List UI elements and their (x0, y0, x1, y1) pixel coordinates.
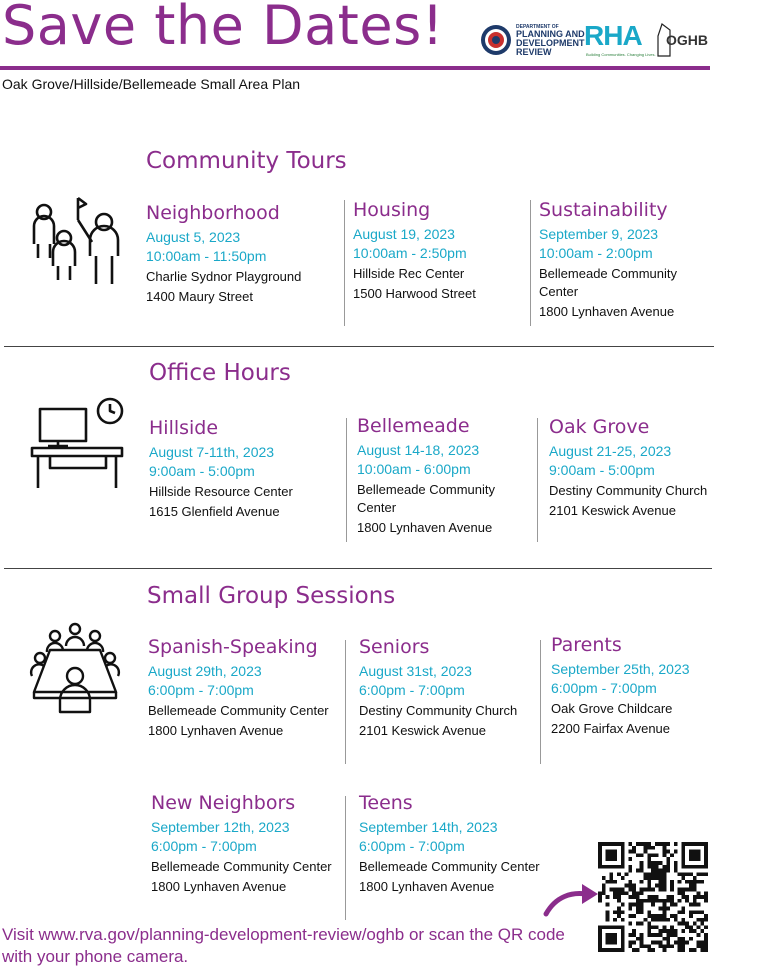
card-venue: Bellemeade Community Center (357, 482, 496, 515)
card-date: August 7-11th, 2023 (149, 444, 275, 460)
card-title: Oak Grove (549, 416, 650, 438)
card-time: 9:00am - 5:00pm (149, 463, 255, 479)
column-divider (346, 418, 347, 542)
card-venue: Bellemeade Community Center (359, 859, 540, 874)
card-time: 6:00pm - 7:00pm (359, 682, 465, 698)
card-address: 1800 Lynhaven Avenue (357, 520, 493, 535)
card-address: 1500 Harwood Street (353, 286, 476, 301)
column-divider (540, 640, 541, 764)
card-date: August 29th, 2023 (148, 663, 262, 679)
card-address: 1800 Lynhaven Avenue (148, 723, 284, 738)
qr-code-icon[interactable] (598, 842, 708, 952)
tour-card-neighborhood (146, 202, 301, 306)
office-card-bellemeade (357, 415, 527, 537)
column-divider (344, 200, 345, 326)
card-title: Housing (353, 199, 431, 221)
card-title: Hillside (149, 417, 219, 439)
card-date: August 5, 2023 (146, 229, 241, 245)
card-address: 1800 Lynhaven Avenue (359, 879, 495, 894)
card-title: Neighborhood (146, 202, 280, 224)
rha-logo-text: RHA (584, 20, 642, 51)
card-time: 10:00am - 2:00pm (539, 245, 653, 261)
section-title-sessions: Small Group Sessions (147, 583, 396, 609)
tour-card-housing (353, 199, 476, 303)
rha-logo (584, 20, 642, 52)
card-date: August 31st, 2023 (359, 663, 472, 679)
card-title: Seniors (359, 636, 430, 658)
section-title-tours: Community Tours (146, 148, 347, 174)
card-title: Bellemeade (357, 415, 470, 437)
card-date: September 9, 2023 (539, 226, 659, 242)
card-title: New Neighbors (151, 792, 296, 814)
column-divider (345, 796, 346, 920)
session-card-new-neighbors (151, 792, 332, 896)
card-title: Parents (551, 634, 622, 656)
card-time: 6:00pm - 7:00pm (151, 838, 257, 854)
page-title: Save the Dates! (2, 0, 444, 57)
pdr-line4: REVIEW (516, 47, 552, 57)
card-venue: Hillside Resource Center (149, 484, 293, 499)
card-time: 10:00am - 11:50pm (146, 248, 267, 264)
card-time: 6:00pm - 7:00pm (551, 680, 657, 696)
card-address: 2101 Keswick Avenue (359, 723, 486, 738)
card-date: September 14th, 2023 (359, 819, 498, 835)
session-card-parents (551, 634, 690, 738)
pdr-logo (480, 24, 512, 56)
curved-arrow-icon (542, 880, 600, 920)
session-card-seniors (359, 636, 517, 740)
card-date: September 25th, 2023 (551, 661, 690, 677)
card-venue: Charlie Sydnor Playground (146, 269, 302, 284)
card-address: 1800 Lynhaven Avenue (539, 304, 675, 319)
desk-clock-icon (30, 396, 126, 492)
city-seal-icon (480, 24, 512, 56)
tour-card-sustainability (539, 199, 699, 321)
card-venue: Bellemeade Community Center (151, 859, 332, 874)
section-divider (4, 346, 714, 347)
card-venue: Bellemeade Community Center (539, 266, 678, 299)
pdr-line2: PLANNING AND (516, 29, 585, 39)
card-address: 1800 Lynhaven Avenue (151, 879, 287, 894)
card-time: 9:00am - 5:00pm (549, 462, 655, 478)
oghb-logo-text: OGHB (666, 32, 708, 48)
header-divider (0, 66, 710, 70)
card-address: 2101 Keswick Avenue (549, 503, 676, 518)
card-address: 1400 Maury Street (146, 289, 253, 304)
card-venue: Destiny Community Church (549, 483, 708, 498)
card-date: August 14-18, 2023 (357, 442, 480, 458)
card-time: 10:00am - 2:50pm (353, 245, 467, 261)
pdr-line1: DEPARTMENT OF (516, 24, 559, 30)
rha-tagline: Building Communities. Changing Lives. (586, 52, 656, 57)
card-date: August 19, 2023 (353, 226, 455, 242)
card-title: Teens (359, 792, 413, 814)
section-divider (4, 568, 712, 569)
session-card-teens (359, 792, 540, 896)
card-venue: Oak Grove Childcare (551, 701, 673, 716)
card-time: 6:00pm - 7:00pm (148, 682, 254, 698)
card-venue: Bellemeade Community Center (148, 703, 329, 718)
people-tour-icon (26, 196, 126, 288)
session-card-spanish-speaking (148, 636, 329, 740)
plan-subtitle: Oak Grove/Hillside/Bellemeade Small Area Plan (2, 76, 301, 92)
section-title-office: Office Hours (149, 360, 291, 386)
card-title: Spanish-Speaking (148, 636, 318, 658)
card-address: 2200 Fairfax Avenue (551, 721, 671, 736)
pdr-logo-text (516, 24, 586, 57)
card-time: 6:00pm - 7:00pm (359, 838, 465, 854)
card-time: 10:00am - 6:00pm (357, 461, 471, 477)
card-venue: Destiny Community Church (359, 703, 518, 718)
column-divider (537, 418, 538, 542)
column-divider (530, 200, 531, 326)
column-divider (345, 640, 346, 764)
card-date: August 21-25, 2023 (549, 443, 672, 459)
pdr-line3: DEVELOPMENT (516, 38, 585, 48)
meeting-table-icon (28, 620, 122, 714)
card-address: 1615 Glenfield Avenue (149, 504, 280, 519)
card-title: Sustainability (539, 199, 668, 221)
card-date: September 12th, 2023 (151, 819, 290, 835)
footer-instructions: Visit www.rva.gov/planning-development-review/oghb or scan the QR code with your phone camera. (2, 925, 565, 966)
office-card-oak-grove (549, 416, 707, 520)
office-card-hillside (149, 417, 293, 521)
card-venue: Hillside Rec Center (353, 266, 465, 281)
